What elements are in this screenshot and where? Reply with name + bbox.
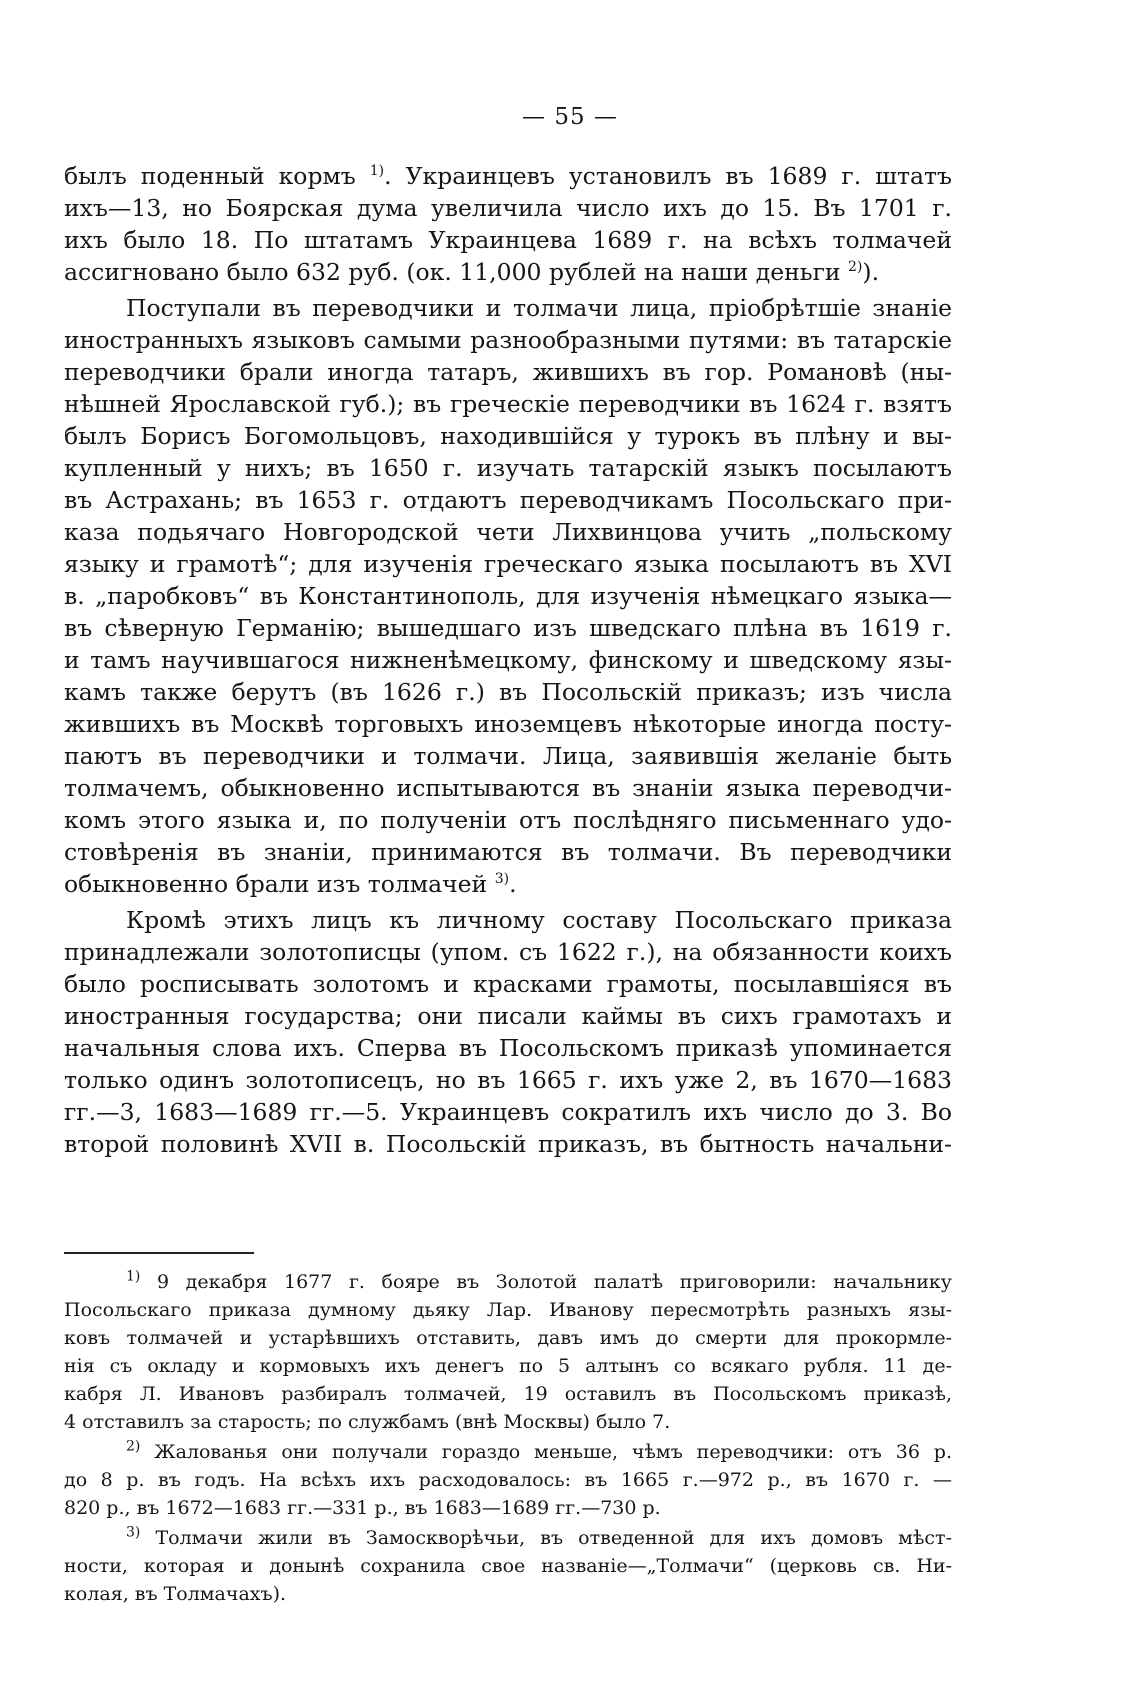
footnote-line: $^{3)}$ Толмачи жили въ Замоскворѣчьи, въ отведенной для ихъ домовъ мѣст- [126, 1524, 952, 1549]
text-line: въ сѣверную Германію; вышедшаго изъ шведскаго плѣна въ 1619 г. [64, 614, 952, 642]
text-line: толмачемъ, обыкновенно испытываются въ знаніи языка переводчи- [64, 774, 952, 802]
text-line: принадлежали золотописцы (упом. съ 1622 г.), на обязанности коихъ [64, 938, 952, 966]
footnote [64, 1438, 952, 1522]
footnote-divider [64, 1252, 254, 1254]
paragraph [64, 904, 952, 1160]
text-line: обыкновенно брали изъ толмачей $^{3)}$. [64, 870, 517, 898]
text-line: паютъ въ переводчики и толмачи. Лица, заявившія желаніе быть [64, 742, 952, 770]
text-line: начальныя слова ихъ. Сперва въ Посольскомъ приказѣ упоминается [64, 1034, 952, 1062]
footnote-line: колая, въ Толмачахъ). [64, 1583, 287, 1605]
footnote-ref: 2) [848, 259, 863, 276]
footnote [64, 1268, 952, 1436]
text-line: и тамъ научившагося нижненѣмецкому, финскому и шведскому язы- [64, 646, 952, 674]
text-line: Кромѣ этихъ лицъ къ личному составу Посольскаго приказа [126, 906, 952, 934]
text-line: только одинъ золотописецъ, но въ 1665 г. ихъ уже 2, въ 1670—1683 [64, 1066, 952, 1094]
text-line: в. „паробковъ“ въ Константинополь, для изученія нѣмецкаго языка— [64, 582, 952, 610]
footnote-ref: 3) [494, 871, 510, 888]
text-line: иностранныхъ языковъ самыми разнообразными путями: въ татарскіе [64, 326, 952, 354]
footnote-marker: 3) [126, 1524, 141, 1541]
footnote-line: до 8 р. въ годъ. На всѣхъ ихъ расходовалось: въ 1665 г.—972 р., въ 1670 г. — [64, 1469, 952, 1491]
text-line: ассигновано было 632 руб. (ок. 11,000 рублей на наши деньги $^{2)}$). [64, 258, 880, 286]
page-number: — 55 — [522, 104, 618, 130]
text-line: былъ Борисъ Богомольцовъ, находившійся у турокъ въ плѣну и вы- [64, 422, 952, 450]
text-line: каза подьячаго Новгородской чети Лихвинцова учить „польскому [64, 518, 952, 546]
text-line: языку и грамотѣ“; для изученія греческаго языка посылаютъ въ XVI [64, 550, 952, 578]
footnote-marker: 2) [126, 1438, 141, 1455]
text-line: Поступали въ переводчики и толмачи лица, пріобрѣтшіе знаніе [126, 294, 952, 322]
text-line: въ Астрахань; въ 1653 г. отдаютъ переводчикамъ Посольскаго при- [64, 486, 952, 514]
footnote-line: ковъ толмачей и устарѣвшихъ отставить, давъ имъ до смерти для прокормле- [64, 1327, 952, 1349]
text-line: иностранныя государства; они писали каймы въ сихъ грамотахъ и [64, 1002, 952, 1030]
footnote [64, 1524, 952, 1608]
text-line: жившихъ въ Москвѣ торговыхъ иноземцевъ нѣкоторые иногда посту- [64, 710, 952, 738]
footnotes [64, 1268, 952, 1608]
text-line: ихъ было 18. По штатамъ Украинцева 1689 г. на всѣхъ толмачей [64, 226, 952, 254]
footnote-marker: 1) [126, 1268, 141, 1285]
text-line: былъ поденный кормъ $^{1)}$. Украинцевъ установилъ въ 1689 г. штатъ [64, 162, 952, 190]
text-line: комъ этого языка и, по полученіи отъ послѣдняго письменнаго удо- [64, 806, 952, 834]
paragraph [64, 292, 952, 900]
text-line: гг.—3, 1683—1689 гг.—5. Украинцевъ сократилъ ихъ число до 3. Во [64, 1098, 952, 1126]
text-line: купленный у нихъ; въ 1650 г. изучать татарскій языкъ посылаютъ [64, 454, 952, 482]
text-line: переводчики брали иногда татаръ, жившихъ въ гор. Романовѣ (ны- [64, 358, 952, 386]
footnote-ref: 1) [369, 163, 385, 180]
body-text [64, 160, 952, 1160]
footnote-line: $^{2)}$ Жалованья они получали гораздо меньше, чѣмъ переводчики: отъ 36 р. [126, 1438, 952, 1463]
footnote-line: 820 р., въ 1672—1683 гг.—331 р., въ 1683—1689 гг.—730 р. [64, 1497, 661, 1519]
text-line: было росписывать золотомъ и красками грамоты, посылавшіяся въ [64, 970, 952, 998]
text-line: стовѣренія въ знаніи, принимаются въ толмачи. Въ переводчики [64, 838, 952, 866]
footnote-line: кабря Л. Ивановъ разбиралъ толмачей, 19 оставилъ въ Посольскомъ приказѣ, [64, 1383, 952, 1405]
text-line: второй половинѣ XVII в. Посольскій приказъ, въ бытность начальни- [64, 1130, 952, 1158]
footnote-line: ности, которая и донынѣ сохранила свое названіе—„Толмачи“ (церковь св. Ни- [64, 1555, 952, 1577]
footnote-line: 4 отставилъ за старость; по службамъ (внѣ Москвы) было 7. [64, 1411, 671, 1433]
footnote-line: нія съ окладу и кормовыхъ ихъ денегъ по 5 алтынъ со всякаго рубля. 11 де- [64, 1355, 952, 1377]
text-line: нѣшней Ярославской губ.); въ греческіе переводчики въ 1624 г. взятъ [64, 390, 952, 418]
text-line: камъ также берутъ (въ 1626 г.) въ Посольскій приказъ; изъ числа [64, 678, 952, 706]
paragraph [64, 160, 952, 288]
footnote-line: $^{1)}$ 9 декабря 1677 г. бояре въ Золотой палатѣ приговорили: начальнику [126, 1268, 952, 1293]
footnote-line: Посольскаго приказа думному дьяку Лар. Иванову пересмотрѣть разныхъ язы- [64, 1299, 952, 1321]
text-line: ихъ—13, но Боярская дума увеличила число ихъ до 15. Въ 1701 г. [64, 194, 952, 222]
